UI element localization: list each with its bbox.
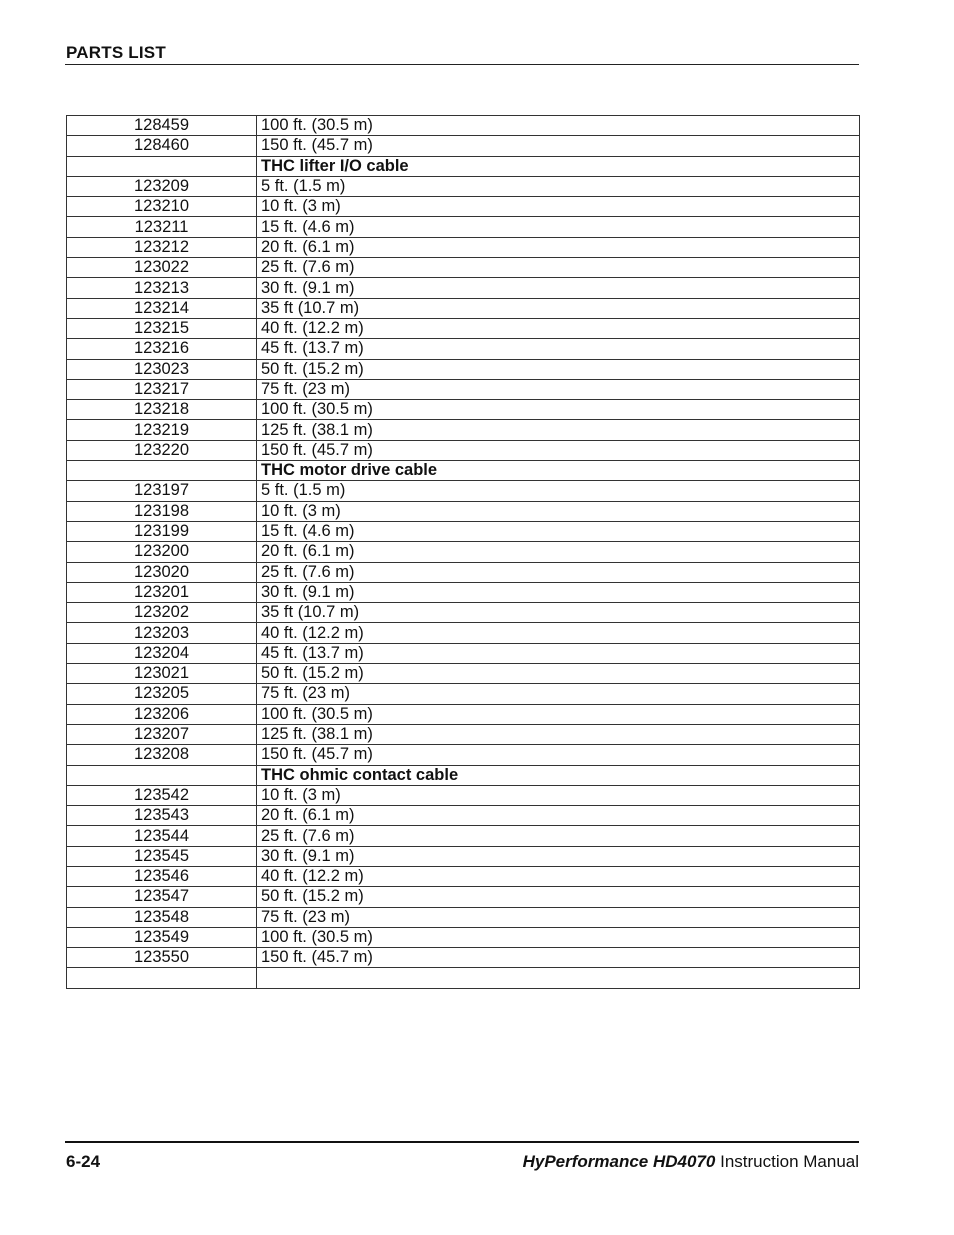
part-number-cell: 123021 xyxy=(67,664,257,684)
description-cell: 35 ft (10.7 m) xyxy=(257,298,860,318)
table-row xyxy=(67,298,860,318)
description-cell: 20 ft. (6.1 m) xyxy=(257,806,860,826)
section-heading-cell: THC lifter I/O cable xyxy=(257,156,860,176)
description-cell: 10 ft. (3 m) xyxy=(257,197,860,217)
description-cell: 25 ft. (7.6 m) xyxy=(257,826,860,846)
part-number-cell: 123217 xyxy=(67,379,257,399)
description-cell: 40 ft. (12.2 m) xyxy=(257,623,860,643)
page-header xyxy=(65,42,859,65)
description-cell: 25 ft. (7.6 m) xyxy=(257,562,860,582)
part-number-cell: 123020 xyxy=(67,562,257,582)
description-cell: 75 ft. (23 m) xyxy=(257,379,860,399)
description-cell: 10 ft. (3 m) xyxy=(257,785,860,805)
page-number: 6-24 xyxy=(66,1152,101,1171)
table-row xyxy=(67,197,860,217)
part-number-cell: 123209 xyxy=(67,176,257,196)
table-row xyxy=(67,582,860,602)
table-row xyxy=(67,785,860,805)
table-row xyxy=(67,948,860,968)
part-number-cell: 123213 xyxy=(67,278,257,298)
part-number-cell: 123549 xyxy=(67,927,257,947)
description-cell: 50 ft. (15.2 m) xyxy=(257,887,860,907)
part-number-cell: 123545 xyxy=(67,846,257,866)
table-row xyxy=(67,704,860,724)
table-row xyxy=(67,379,860,399)
part-number-cell: 123547 xyxy=(67,887,257,907)
part-number-cell: 123206 xyxy=(67,704,257,724)
description-cell: 30 ft. (9.1 m) xyxy=(257,582,860,602)
description-cell: 150 ft. (45.7 m) xyxy=(257,745,860,765)
part-number-cell: 123550 xyxy=(67,948,257,968)
description-cell: 35 ft (10.7 m) xyxy=(257,603,860,623)
part-number-cell: 123208 xyxy=(67,745,257,765)
table-section-row xyxy=(67,461,860,481)
part-number-cell: 123022 xyxy=(67,258,257,278)
part-number-cell: 123220 xyxy=(67,440,257,460)
table-row xyxy=(67,359,860,379)
table-row xyxy=(67,866,860,886)
part-number-cell: 123202 xyxy=(67,603,257,623)
table-row xyxy=(67,440,860,460)
description-cell: 25 ft. (7.6 m) xyxy=(257,258,860,278)
part-number-cell: 123210 xyxy=(67,197,257,217)
table-row xyxy=(67,318,860,338)
table-row xyxy=(67,258,860,278)
description-cell: 50 ft. (15.2 m) xyxy=(257,359,860,379)
table-row xyxy=(67,501,860,521)
part-number-cell: 123197 xyxy=(67,481,257,501)
description-cell: 125 ft. (38.1 m) xyxy=(257,420,860,440)
description-cell: 20 ft. (6.1 m) xyxy=(257,237,860,257)
part-number-cell: 123543 xyxy=(67,806,257,826)
part-number-cell: 123200 xyxy=(67,542,257,562)
table-row xyxy=(67,542,860,562)
section-heading-cell: THC ohmic contact cable xyxy=(257,765,860,785)
table-row xyxy=(67,278,860,298)
description-cell: 30 ft. (9.1 m) xyxy=(257,278,860,298)
part-number-cell: 123544 xyxy=(67,826,257,846)
part-number-cell: 123023 xyxy=(67,359,257,379)
part-number-cell: 123218 xyxy=(67,400,257,420)
table-row xyxy=(67,907,860,927)
table-row xyxy=(67,745,860,765)
table-row xyxy=(67,339,860,359)
part-number-cell: 123204 xyxy=(67,643,257,663)
table-row xyxy=(67,237,860,257)
description-cell xyxy=(257,968,860,988)
table-row xyxy=(67,521,860,541)
part-number-cell: 123214 xyxy=(67,298,257,318)
description-cell: 150 ft. (45.7 m) xyxy=(257,136,860,156)
part-number-cell: 123207 xyxy=(67,724,257,744)
table-row xyxy=(67,826,860,846)
part-number-cell: 123203 xyxy=(67,623,257,643)
part-number-cell: 123546 xyxy=(67,866,257,886)
part-number-cell: 123205 xyxy=(67,684,257,704)
table-row xyxy=(67,664,860,684)
table-row xyxy=(67,623,860,643)
description-cell: 45 ft. (13.7 m) xyxy=(257,643,860,663)
description-cell: 40 ft. (12.2 m) xyxy=(257,866,860,886)
description-cell: 20 ft. (6.1 m) xyxy=(257,542,860,562)
description-cell: 75 ft. (23 m) xyxy=(257,907,860,927)
table-row xyxy=(67,400,860,420)
description-cell: 10 ft. (3 m) xyxy=(257,501,860,521)
page-footer xyxy=(65,1141,859,1177)
part-number-cell: 123219 xyxy=(67,420,257,440)
manual-label: Instruction Manual xyxy=(720,1152,859,1171)
part-number-cell: 123542 xyxy=(67,785,257,805)
parts-table xyxy=(66,115,860,989)
table-row xyxy=(67,420,860,440)
section-title: PARTS LIST xyxy=(66,43,166,62)
part-number-cell: 128459 xyxy=(67,116,257,136)
table-row xyxy=(67,806,860,826)
description-cell: 40 ft. (12.2 m) xyxy=(257,318,860,338)
description-cell: 15 ft. (4.6 m) xyxy=(257,217,860,237)
part-number-cell: 123201 xyxy=(67,582,257,602)
table-row xyxy=(67,887,860,907)
table-row xyxy=(67,643,860,663)
part-number-cell: 123216 xyxy=(67,339,257,359)
description-cell: 125 ft. (38.1 m) xyxy=(257,724,860,744)
description-cell: 50 ft. (15.2 m) xyxy=(257,664,860,684)
table-row xyxy=(67,176,860,196)
part-number-cell xyxy=(67,765,257,785)
table-row xyxy=(67,846,860,866)
section-heading-cell: THC motor drive cable xyxy=(257,461,860,481)
part-number-cell: 123211 xyxy=(67,217,257,237)
manual-title xyxy=(523,1152,859,1172)
table-row xyxy=(67,217,860,237)
part-number-cell: 123198 xyxy=(67,501,257,521)
part-number-cell: 123199 xyxy=(67,521,257,541)
description-cell: 100 ft. (30.5 m) xyxy=(257,400,860,420)
table-row xyxy=(67,562,860,582)
description-cell: 100 ft. (30.5 m) xyxy=(257,116,860,136)
part-number-cell: 123215 xyxy=(67,318,257,338)
table-row xyxy=(67,136,860,156)
description-cell: 45 ft. (13.7 m) xyxy=(257,339,860,359)
description-cell: 150 ft. (45.7 m) xyxy=(257,948,860,968)
table-row xyxy=(67,481,860,501)
product-name: HyPerformance HD4070 xyxy=(522,1152,716,1171)
table-row xyxy=(67,968,860,988)
table-row xyxy=(67,927,860,947)
description-cell: 75 ft. (23 m) xyxy=(257,684,860,704)
part-number-cell xyxy=(67,461,257,481)
description-cell: 100 ft. (30.5 m) xyxy=(257,704,860,724)
description-cell: 15 ft. (4.6 m) xyxy=(257,521,860,541)
part-number-cell: 123212 xyxy=(67,237,257,257)
description-cell: 100 ft. (30.5 m) xyxy=(257,927,860,947)
description-cell: 30 ft. (9.1 m) xyxy=(257,846,860,866)
description-cell: 150 ft. (45.7 m) xyxy=(257,440,860,460)
description-cell: 5 ft. (1.5 m) xyxy=(257,176,860,196)
parts-table-body xyxy=(67,116,860,989)
part-number-cell: 128460 xyxy=(67,136,257,156)
table-row xyxy=(67,684,860,704)
table-section-row xyxy=(67,156,860,176)
part-number-cell xyxy=(67,156,257,176)
description-cell: 5 ft. (1.5 m) xyxy=(257,481,860,501)
table-section-row xyxy=(67,765,860,785)
part-number-cell: 123548 xyxy=(67,907,257,927)
table-row xyxy=(67,724,860,744)
part-number-cell xyxy=(67,968,257,988)
table-row xyxy=(67,603,860,623)
table-row xyxy=(67,116,860,136)
